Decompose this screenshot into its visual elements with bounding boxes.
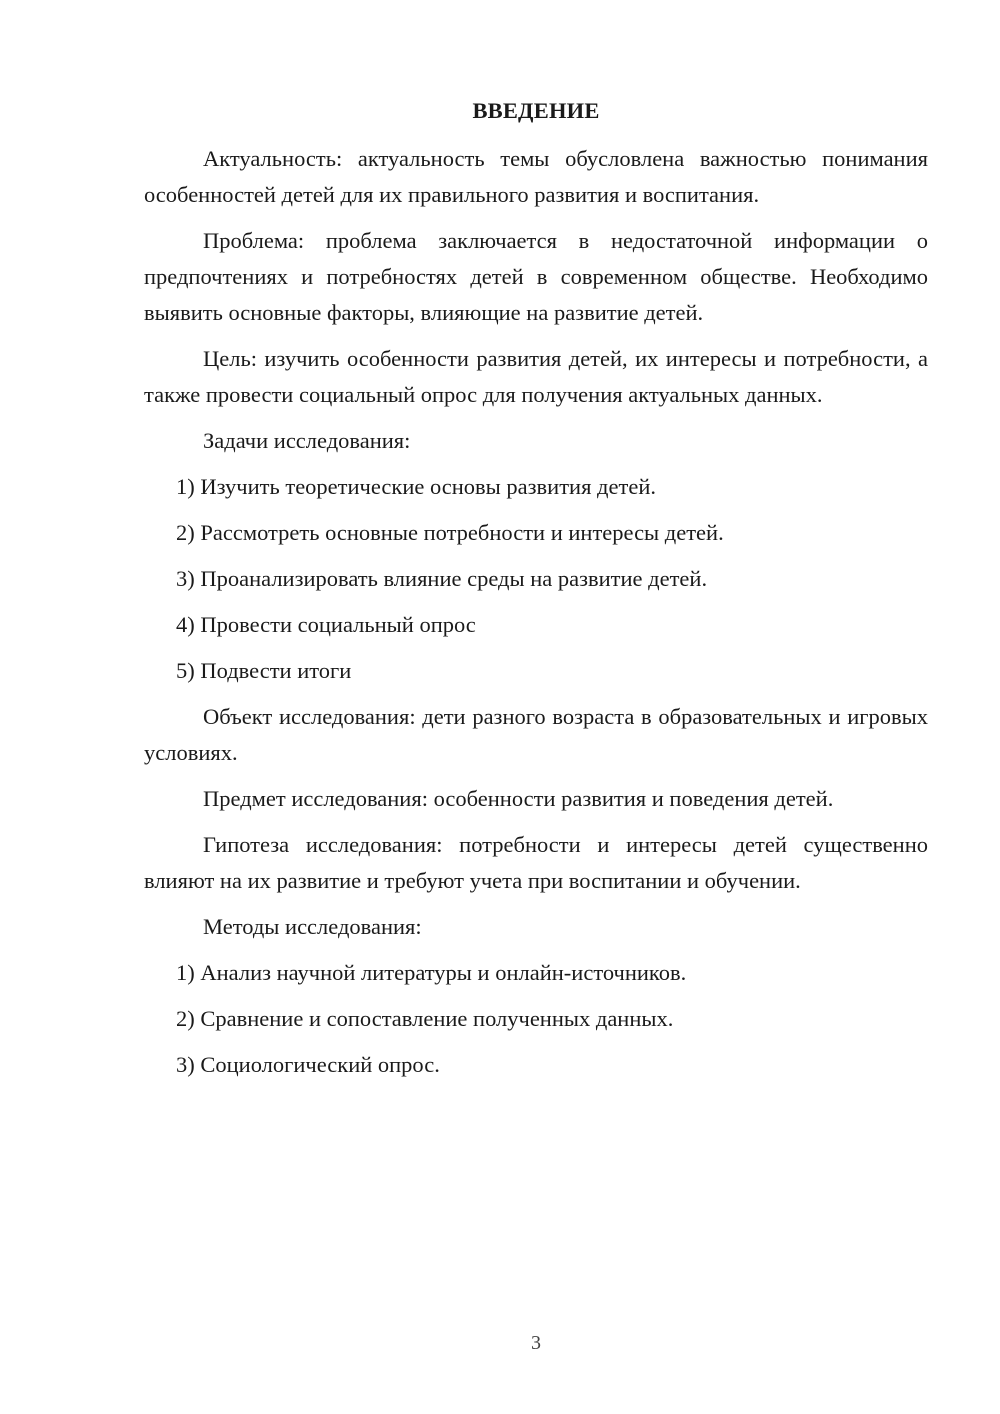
methods-title: Методы исследования: xyxy=(203,914,422,939)
task-item: 2) Рассмотреть основные потребности и интересы детей. xyxy=(176,520,724,545)
methods-list xyxy=(144,955,928,1083)
method-item: 2) Сравнение и сопоставление полученных данных. xyxy=(176,1006,674,1031)
problem-paragraph: Проблема: проблема заключается в недостаточной информации о предпочтениях и потребностях детей в современном обществе. Необходимо выявить основные факторы, влияющие на развитие детей. xyxy=(144,228,928,325)
method-item: 3) Социологический опрос. xyxy=(176,1052,440,1077)
goal-paragraph: Цель: изучить особенности развития детей, их интересы и потребности, а также провести социальный опрос для получения актуальных данных. xyxy=(144,346,928,407)
tasks-list xyxy=(144,469,928,689)
task-item: 5) Подвести итоги xyxy=(176,658,352,683)
hypothesis-paragraph: Гипотеза исследования: потребности и интересы детей существенно влияют на их развитие и требуют учета при воспитании и обучении. xyxy=(144,832,928,893)
object-paragraph: Объект исследования: дети разного возраста в образовательных и игровых условиях. xyxy=(144,704,928,765)
task-item: 4) Провести социальный опрос xyxy=(176,612,476,637)
subject-paragraph: Предмет исследования: особенности развития и поведения детей. xyxy=(203,786,834,811)
page-number: 3 xyxy=(531,1332,541,1354)
relevance-paragraph: Актуальность: актуальность темы обусловлена важностью понимания особенностей детей для их правильного развития и воспитания. xyxy=(144,146,928,207)
page-content xyxy=(144,93,928,1083)
task-item: 3) Проанализировать влияние среды на развитие детей. xyxy=(176,566,708,591)
tasks-title: Задачи исследования: xyxy=(203,428,411,453)
page-title: ВВЕДЕНИЕ xyxy=(472,98,600,123)
method-item: 1) Анализ научной литературы и онлайн-источников. xyxy=(176,960,687,985)
task-item: 1) Изучить теоретические основы развития детей. xyxy=(176,474,656,499)
